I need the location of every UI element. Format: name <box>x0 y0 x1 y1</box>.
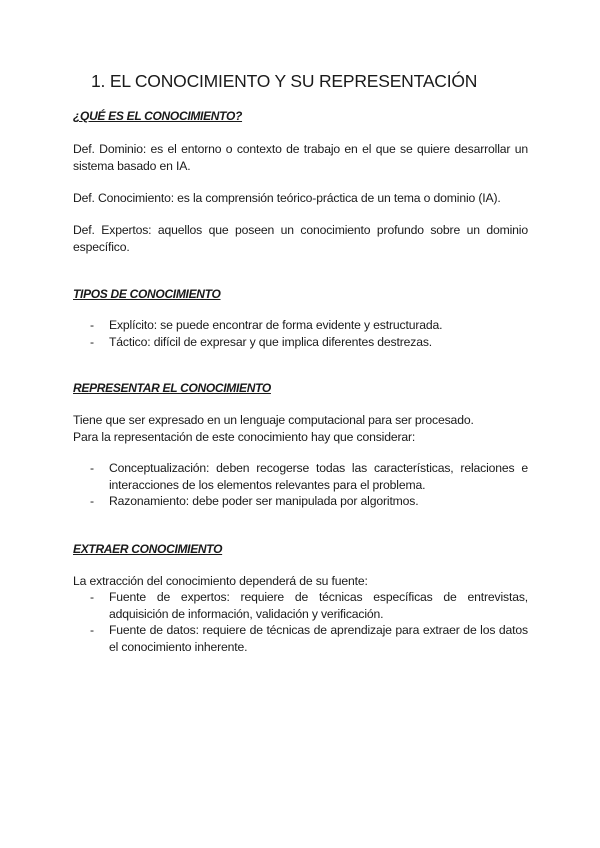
bullet-list-tipos <box>73 317 528 350</box>
section-heading-representar: REPRESENTAR EL CONOCIMIENTO <box>73 381 271 395</box>
list-item <box>73 493 528 510</box>
page-title: 1. EL CONOCIMIENTO Y SU REPRESENTACIÓN <box>91 71 478 91</box>
list-item-text: Fuente de datos: requiere de técnicas de aprendizaje para extraer de los datos el conocimiento inherente. <box>109 623 528 654</box>
bullet-dash: - <box>90 590 94 604</box>
list-item <box>73 334 528 351</box>
bullet-dash: - <box>90 494 94 508</box>
section-heading-que-es: ¿QUÉ ES EL CONOCIMIENTO? <box>73 109 243 123</box>
section-heading-tipos: TIPOS DE CONOCIMIENTO <box>73 287 221 301</box>
bullet-dash: - <box>90 318 94 332</box>
bullet-dash: - <box>90 623 94 637</box>
paragraph-def-expertos: Def. Expertos: aquellos que poseen un conocimiento profundo sobre un dominio específico. <box>73 223 528 254</box>
section-heading-extraer: EXTRAER CONOCIMIENTO <box>73 542 223 556</box>
bullet-dash: - <box>90 461 94 475</box>
list-item-text: Fuente de expertos: requiere de técnicas específicas de entrevistas, adquisición de información, validación y verificación. <box>109 590 528 621</box>
list-item-text: Explícito: se puede encontrar de forma evidente y estructurada. <box>109 318 443 332</box>
paragraph-def-conocimiento: Def. Conocimiento: es la comprensión teórico-práctica de un tema o dominio (IA). <box>73 191 501 205</box>
paragraph-representar-1: Tiene que ser expresado en un lenguaje computacional para ser procesado. <box>73 413 474 427</box>
paragraph-extraer: La extracción del conocimiento dependerá de su fuente: <box>73 574 368 588</box>
list-item-text: Razonamiento: debe poder ser manipulada por algoritmos. <box>109 494 419 508</box>
paragraph-representar-2: Para la representación de este conocimiento hay que considerar: <box>73 430 416 444</box>
bullet-list-extraer <box>73 589 528 655</box>
bullet-dash: - <box>90 334 94 349</box>
paragraph-def-dominio: Def. Dominio: es el entorno o contexto de trabajo en el que se quiere desarrollar un sistema basado en IA. <box>73 142 528 173</box>
list-item <box>73 317 528 334</box>
list-item <box>73 622 528 655</box>
bullet-list-representar <box>73 460 528 510</box>
list-item-text: Táctico: difícil de expresar y que implica diferentes destrezas. <box>109 334 432 349</box>
list-item <box>73 460 528 493</box>
list-item <box>73 589 528 622</box>
list-item-text: Conceptualización: deben recogerse todas las características, relaciones e interacciones de los elementos relevantes para el problema. <box>109 461 528 492</box>
